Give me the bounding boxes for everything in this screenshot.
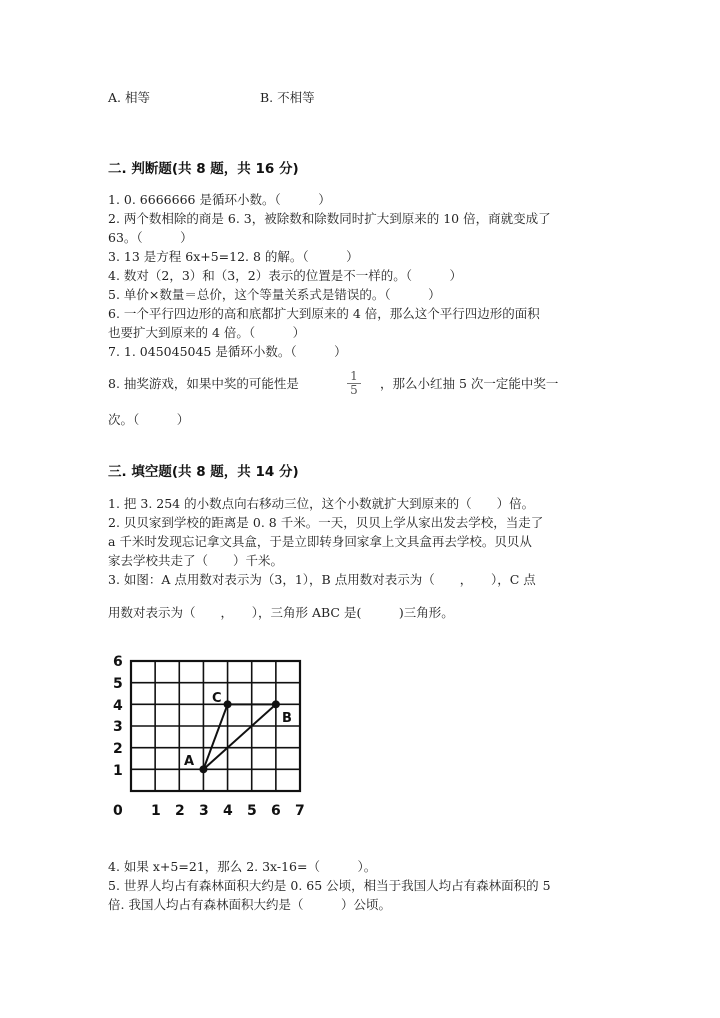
option-b: B. 不相等 — [260, 90, 315, 105]
judge-q4: 4. 数对（2，3）和（3，2）表示的位置是不一样的。（ ） — [108, 268, 462, 283]
fraction-denominator: 5 — [350, 383, 358, 397]
judge-q2-line2: 63。（ ） — [108, 230, 193, 245]
judge-q8-part1: 8. 抽奖游戏，如果中奖的可能性是 — [108, 376, 299, 391]
judge-q2-line1: 2. 两个数相除的商是 6. 3，被除数和除数同时扩大到原来的 10 倍，商就变成了 — [108, 211, 551, 226]
fill-q5-line1: 5. 世界人均占有森林面积大约是 0. 65 公顷，相当于我国人均占有森林面积的 5 — [108, 878, 551, 893]
svg-text:3: 3 — [113, 719, 123, 735]
y-axis-labels — [113, 654, 123, 779]
svg-text:2: 2 — [175, 803, 185, 819]
option-a: A. 相等 — [108, 90, 150, 105]
svg-text:3: 3 — [199, 803, 209, 819]
svg-text:6: 6 — [113, 654, 123, 670]
svg-text:1: 1 — [151, 803, 161, 819]
section3-heading: 三. 填空题(共 8 题，共 14 分) — [108, 464, 299, 480]
grid-lines — [131, 661, 300, 791]
fraction-numerator: 1 — [347, 370, 361, 384]
judge-q8-part2: ，那么小红抽 5 次一定能中奖一 — [380, 376, 559, 391]
svg-text:0: 0 — [113, 803, 123, 819]
judge-q6-line2: 也要扩大到原来的 4 倍。（ ） — [108, 325, 306, 340]
svg-text:4: 4 — [113, 698, 123, 714]
fraction-one-fifth — [347, 370, 361, 397]
fill-q1: 1. 把 3. 254 的小数点向右移动三位，这个小数就扩大到原来的（ ）倍。 — [108, 496, 535, 511]
judge-q6-line1: 6. 一个平行四边形的高和底都扩大到原来的 4 倍，那么这个平行四边形的面积 — [108, 306, 540, 321]
svg-text:6: 6 — [271, 803, 281, 819]
fill-q2-line3: 家去学校共走了（ ）千米。 — [108, 553, 284, 568]
fill-q2-line2: a 千米时发现忘记拿文具盒，于是立即转身回家拿上文具盒再去学校。贝贝从 — [108, 534, 532, 549]
fill-q2-line1: 2. 贝贝家到学校的距离是 0. 8 千米。一天，贝贝上学从家出发去学校，当走了 — [108, 515, 544, 530]
svg-text:1: 1 — [113, 763, 123, 779]
point-b — [272, 700, 280, 708]
point-a — [199, 765, 207, 773]
judge-q3: 3. 13 是方程 6x+5=12. 8 的解。（ ） — [108, 249, 359, 264]
svg-text:2: 2 — [113, 741, 123, 757]
svg-text:5: 5 — [113, 676, 123, 692]
judge-q8-part3: 次。（ ） — [108, 412, 190, 427]
triangle-abc — [203, 704, 275, 769]
svg-text:7: 7 — [295, 803, 305, 819]
fill-q3-line2: 用数对表示为（ ， ），三角形 ABC 是( )三角形。 — [108, 605, 454, 620]
svg-text:4: 4 — [223, 803, 233, 819]
x-axis-labels — [113, 803, 305, 819]
svg-text:5: 5 — [247, 803, 257, 819]
coordinate-grid-figure — [100, 645, 320, 825]
label-c: C — [212, 691, 222, 706]
judge-q7: 7. 1. 045045045 是循环小数。（ ） — [108, 344, 347, 359]
fill-q3-line1: 3. 如图：A 点用数对表示为（3，1），B 点用数对表示为（ ， ），C 点 — [108, 572, 536, 587]
judge-q5: 5. 单价×数量＝总价，这个等量关系式是错误的。（ ） — [108, 287, 441, 302]
section2-heading: 二. 判断题(共 8 题，共 16 分) — [108, 161, 299, 177]
fill-q5-line2: 倍. 我国人均占有森林面积大约是（ ）公顷。 — [108, 897, 391, 912]
label-a: A — [184, 754, 195, 769]
fill-q4: 4. 如果 x+5=21，那么 2. 3x-16=（ ）。 — [108, 859, 377, 874]
label-b: B — [282, 711, 292, 726]
judge-q1: 1. 0. 6666666 是循环小数。（ ） — [108, 192, 331, 207]
point-c — [224, 700, 232, 708]
